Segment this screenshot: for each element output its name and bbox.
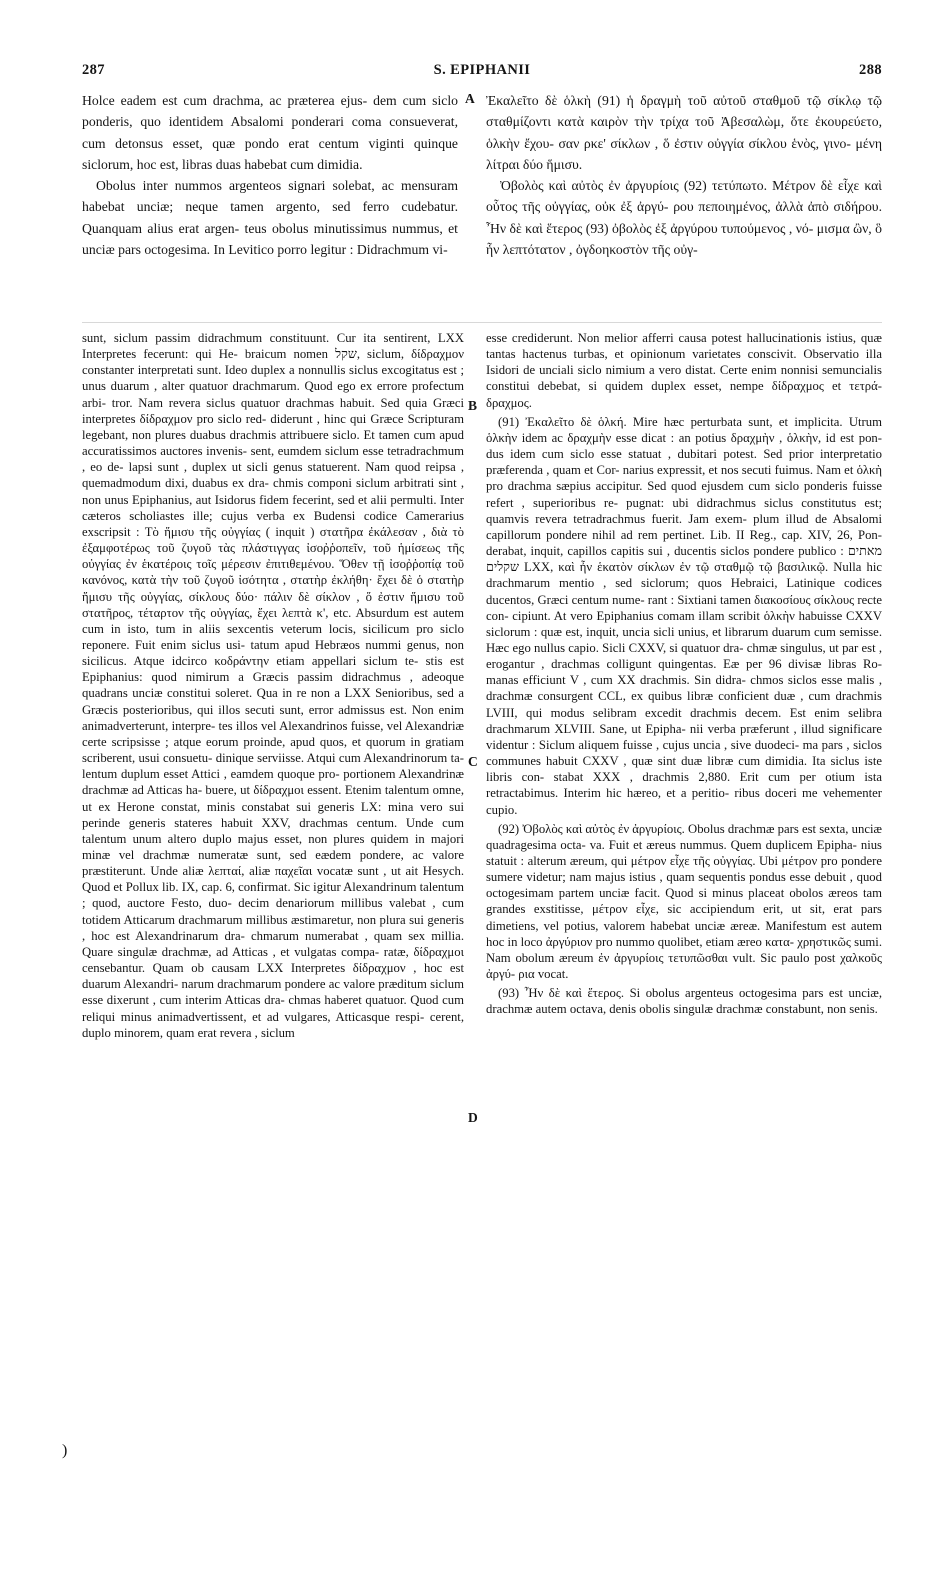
text-notes-divider [82, 322, 882, 323]
notes-right-column [486, 330, 882, 1018]
latin-main-text [82, 90, 458, 260]
left-page-number: 287 [82, 62, 105, 78]
note-91: (91) Ἐκαλεῖτο δὲ ὁλκή. Mire hæc perturbata sunt, et implicita. Utrum ὁλκὴν idem ac δραχμὴν esse dicat : an potius δραχμὴν , ὁλκὴν, id est pon- dus idem cum siclo esse statuat , dubitari potest. Sed prior interpretatio præferenda , quam et Cor- narius expressit, et nos secuti fuimus. Nam et ὁλκὴ pro drachma sæpius accipitur. Sed quod ejusdem cum siclo ponderis fuisse refert , superioribus re- pugnat: ubi didrachmus siclus constitutus est; quamvis revera tetradrachmus fuerit. Jam exem- plum illud de Absalomi capillorum pondere nihil ad rem pertinet. Lib. II Reg., cap. XIV, 26, Pon- derabat, inquit, capillos capitis sui , ducentis siclos pondere publico : מאתים שקלים LXX, καὶ ἦν ἑκατὸν σίκλων ἐν τῷ σταθμῷ τῷ βασιλικῷ. Nulla hic drachmarum mentio , sed siclorum; quos Hebraici, Latinique codices ducentos, Græci centum nume- rant : Sixtiani tamen διακοσίους σίκλους recte con- cipiunt. At vero Epiphanius comam illam scribit ὁλκὴν habuisse CXXV siclorum : quæ est, inquit, uncia sicli unius, et librarum duarum cum semisse. Hæc ego nullus capio. Sicli CXXV, si quatuor dra- chmæ singulus, ut par est , erogantur , drachmas colligunt quingentas. Eæ per 96 divisæ libras Ro- manas efficiunt V , cum XX drachmis. Sin didra- chmos siclos esse malis , drachmæ consurgent CCL, ex quibus libræ conficient duæ , cum drachmis LVIII, qui modus selibram excedit drachmis decem. Est enim selibra drachmarum XLVIII. Sane, ut Epipha- nii verba præferunt , illud significare videntur : Siclum aliquem fuisse , cujus uncia , sive duodeci- ma pars , siclos communes habuit CXXV , quæ sint duæ libræ cum dimidia. Ita siclus iste libris con- stabat XXX , drachmis 2,880. Erit cum per otium ista retractabimus. Interim hic hæreo, et a peritio- ribus doceri me vehementer cupio. [486, 414, 882, 817]
note-93: (93) Ἦν δὲ καὶ ἕτερος. Si obolus argenteus octogesima pars est unciæ, drachmæ autem octava, denis obolis singulæ drachmæ constabunt, non senis. [486, 986, 882, 1017]
page-header [82, 62, 882, 84]
running-title: S. EPIPHANII [433, 62, 531, 78]
greek-main-text [486, 90, 882, 260]
note-paragraph: esse crediderunt. Non melior afferri causa potest hallucinationis istius, quæ tantas hactenus turbas, et opinionum varietates conscivit. Observatio illa Isidori de unciali siclo nimium a vero distat. Certe enim nonnisi semuncialis constitui debebat, si quidem duplex esset, nempe δίδραχμος et τετρά- δραχμος. [486, 331, 882, 410]
margin-letter-b: B [468, 398, 478, 413]
margin-stray-mark: ) [62, 1442, 68, 1459]
note-92: (92) Ὀβολὸς καὶ αὐτὸς ἐν ἀργυρίοις. Obolus drachmæ pars est sexta, unciæ quadragesima octa- va. Fuit et æreus nummus. Quem duplicem Epipha- nius statuit : alterum æreum, qui μέτρον εἶχε τῆς οὐγγίας. Ubi μέτρον pro pondere sumere videtur; nam majus istius , quam sequentis pondus esse debuit , quod octogesimam partem unciæ facit. Quod si minus placeat obolos æreos tam grandes exstitisse, μέτρον εἶχε, sic accipiendum erit, ut sit, erat pars dimetiens, vel potius, valorem habebat unciæ æreæ. Manifestum est autem hoc in loco ἀργύριον pro nummo quolibet, etiam æreo κατα- χρηστικῶς sumi. Nam obolum æreum ἐν ἀργυρίοις τετυπῶσθαι vult. Sic paulo post χαλκοῦς ἀργύ- ρια vocat. [486, 821, 882, 982]
note-paragraph: sunt, siclum passim didrachmum constituunt. Cur ita sentirent, LXX Interpretes fecerunt: qui He- braicum nomen שקל, siclum, δίδραχμον constanter interpretati sunt. Ideo duplex a nonnullis siclus excogitatus est ; unus duarum , alter quatuor drachmarum. Quod ego ex errore profectum arbi- tror. Nam revera siclus quatuor drachmas habuit. Sed quia Græci interpretes δίδραχμον pro siclo red- diderunt , hinc qui Græce Scripturam legebant, non plures duabus drachmis attribuere siclo. Et tamen cum apud accuratissimos auctores invenis- sent, eumdem siclum esse tetradrachmum , eo de- lapsi sunt , duplex ut sicli genus statuerent. Nam quod reipsa , quemadmodum dixi, duabus ex dra- chmis componi siclum arbitrati sint , non unus Epiphanius, aut Isidorus fidem fecerint, sed et alii permulti. Inter cæteros scholiastes ille; cujus verba ex Budensi codice Camerarius exscripsit : Τὸ ἥμισυ τῆς οὐγγίας ( inquit ) στατῆρα ἐκάλεσαν , διὰ τὸ ἐξαμφοτέρως τοῦ ζυγοῦ τὰς πλάστιγγας ἰσοῤῥοπεῖν, τοῦ ἡμίσεως τῆς οὐγγίας ἐν ἑκατέροις τοῖς μέρεσιν ἐπιτιθεμένου. Ὅθεν τῇ ἰσοῤῥοπίᾳ τοῦ κανόνος, κατὰ τὴν τοῦ ζυγοῦ ἰσότητα , στατὴρ ἐκλήθη· ἔχει δὲ ὁ στατὴρ ἥμισυ τῆς οὐγγίας, σίκλους δύο· πάλιν δὲ σίκλον , ὅ ἐστιν ἥμισυ τοῦ στατῆρος, τέταρτον τῆς οὐγγίας, ἔχει λεπτὰ κ', etc. Absurdum est autem cum in isto, tum in aliis sexcentis veterum locis, sicilicum pro siclo reponere. Fuit enim siclus usi- tatum apud Hebræos nummi genus, non sicilicus. Atque idcirco κοδράντην etiam appellari siclum te- stis est Epiphanius: quod nimirum a Græcis passim didrachmus , adeoque quadrans unciæ constitui soleret. Qua in re non a LXX Senioribus, sed a Græcis posterioribus, qui illos secuti sunt, error admissus est. Non enim animadverterunt, interpre- tes illos vel Alexandrinos fuisse, vel Alexandriæ certe scripsisse ; atque eorum proinde, apud quos, et quorum in gratiam scriberent, usui consuetu- dinique serviisse. Atqui cum Alexandrinorum ta- lentum duplum esset Attici , eamdem quoque pro- portionem Alexandrinæ drachmæ ad Atticas ha- buere, ut δίδραχμοι essent. Etenim talentum omne, ut ex Herone constat, minis constabat sui generis LX: mina vero sui perinde generis stateres habuit XXV, drachmas centum. Unde cum talentum unum altero duplo majus esset, non plures quidem in majori minæ vel drachmæ numeratæ sunt, sed eædem pondere, ac valore præstiterunt. Unde aliæ λεπταί, aliæ παχεῖαι vocatæ sunt , ut ait Hesych. Quod et Pollux lib. IX, cap. 6, confirmat. Sic igitur Alexandrinum talentum ; quod, auctore Festo, duo- decim denariorum millibus valebat , cum totidem Atticarum drachmarum millibus æstimaretur, non plura sui generis , hoc est Alexandrinarum dra- chmarum numerabat , quam sex millia. Quare singulæ drachmæ, ad Atticas , et vulgatas compa- ratæ, δίδραχμοι censebantur. Quam ob causam LXX Interpretes δίδραχμον , hoc est duarum Alexandri- narum drachmarum pondere ac valore præditum siclum esse dixerunt , cum interim Atticas dra- chmas haberet quatuor. Quod cum reliqui minus animadvertissent, et ad vulgares, Atticasque respi- cerent, duplo minorem, quam erat revera , siclum [82, 331, 464, 1040]
greek-paragraph: Ἐκαλεῖτο δὲ ὁλκὴ (91) ἡ δραγμὴ τοῦ αὐτοῦ σταθμοῦ τῷ σίκλῳ τῷ σταθμίζοντι κατὰ καιρὸν τὴν τρίχα τοῦ Ἀβεσαλὼμ, ὅτε ἐκουρεύετο, ὁλκὴν ἔχου- σαν ρκε' σίκλων , ὅ ἐστιν οὐγγία σίκλου ἑνὸς, γινο- μένη λίτραι δύο ἥμισυ. [486, 93, 882, 172]
latin-paragraph: Obolus inter nummos argenteos signari solebat, ac mensuram habebat unciæ; neque tamen argento, sed ferro cudebatur. Quanquam alius erat argen- teus obolus minutissimus nummus, et unciæ pars octogesima. In Levitico porro legitur : Didrachmum vi- [82, 178, 458, 258]
margin-letter-d: D [468, 1110, 478, 1125]
right-page-number: 288 [859, 62, 882, 78]
notes-left-column [82, 330, 464, 1041]
margin-letter-c: C [468, 754, 478, 769]
latin-paragraph: Holce eadem est cum drachma, ac præterea ejus- dem cum siclo ponderis, quo identidem Absalomi ponderari coma consueverat, cum detonsus esset, quæ pondo erat centum viginti quinque siclorum, hoc est, libras duas habebat cum dimidia. [82, 93, 458, 172]
greek-paragraph: Ὀβολὸς καὶ αὐτὸς ἐν ἀργυρίοις (92) τετύπωτο. Μέτρον δὲ εἶχε καὶ οὗτος τῆς οὐγγίας, οὐκ ἐξ ἀργύ- ρου πεποιημένος, ἀλλὰ ἀπὸ σιδήρου. Ἦν δὲ καὶ ἕτερος (93) ὀβολὸς ἐξ ἀργύρου τυπούμενος , νό- μισμα ὢν, ὃ ἦν λεπτότατον , ὀγδοηκοστὸν τῆς οὐγ- [486, 178, 882, 258]
margin-letter-a: A [465, 91, 475, 106]
